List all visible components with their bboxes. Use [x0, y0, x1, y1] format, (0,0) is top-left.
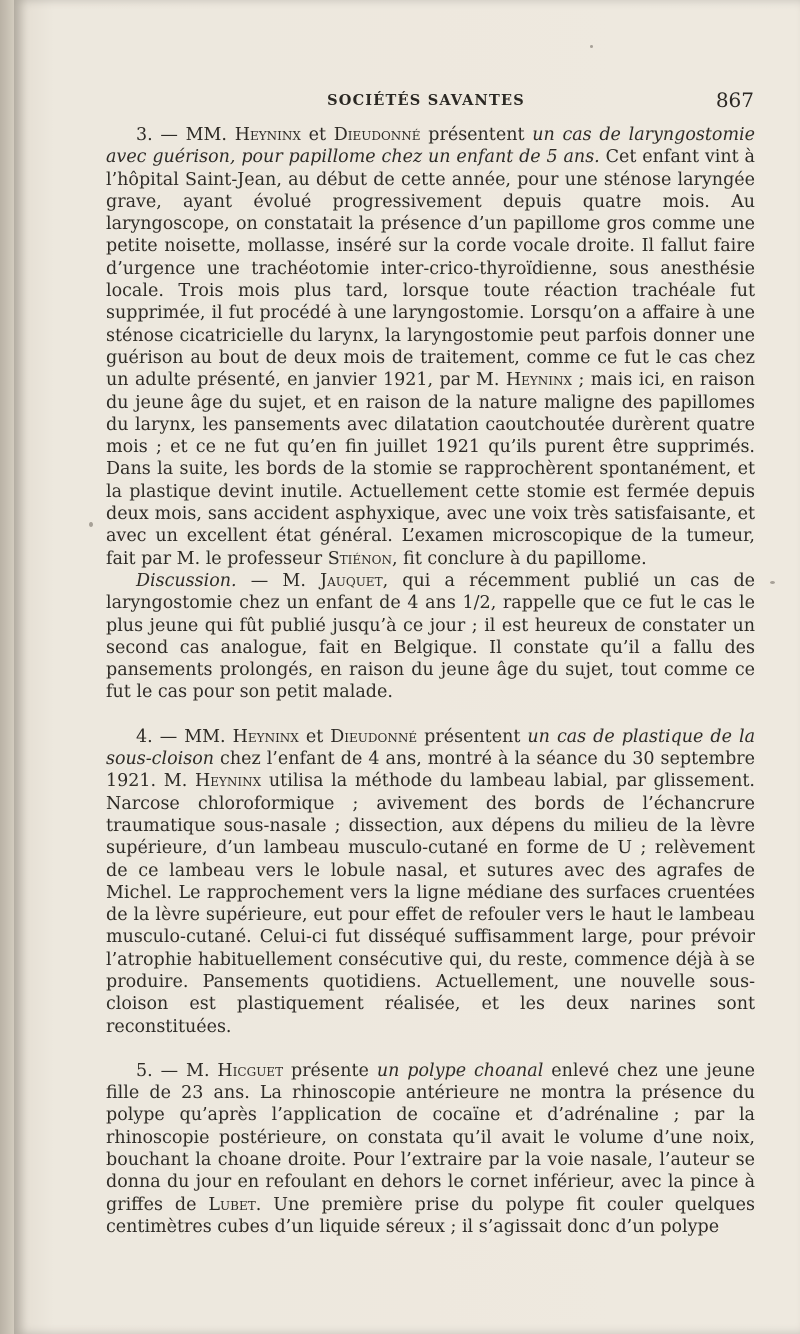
section-spacer	[106, 704, 755, 726]
body-text: , qui a récemment publié un cas de laryngostomie chez un enfant de 4 ans 1/2, rappelle que ce fut le cas le plus jeune qui fût publié jusqu’à ce jour ; il est heureux de constater un second cas analogue, fait en Belgique. Il constate qu’il a fallu des pansements prolongés, en raison du jeune âge du sujet, tout comme ce fut le cas pour son petit malade.	[106, 570, 755, 703]
discussion-label: Discussion.	[136, 570, 237, 591]
page-header	[98, 88, 754, 114]
author-name: Heyninx	[234, 125, 301, 145]
verb-text: présentent	[420, 125, 533, 145]
body-text: utilisa la méthode du lambeau labial, par glissement. Narcose chloroformique ; avivement des bords de l’échancrure traumatique sous-nasale ; dissection, aux dépens du milieu de la lèvre supérieure, d’un lambeau musculo-cutané en forme de U ; relèvement de ce lambeau vers le lobule nasal, et sutures avec des agrafes de Michel. Le rapprochement vers la ligne médiane des surfaces cruentées de la lèvre supérieure, eut pour effet de refouler vers le haut le lambeau musculo-cutané. Celui-ci fut disséqué suffisamment large, pour prévoir l’atrophie habituellement consécutive qui, du reste, commence déjà à se produire. Pansements quotidiens. Actuellement, une nouvelle sous-cloison est plastiquement réalisée, et les deux narines sont reconstituées.	[106, 771, 755, 1037]
case-title: un cas de plastique de la sous-cloison	[106, 726, 756, 770]
running-title: SOCIÉTÉS SAVANTES	[327, 92, 525, 109]
author-name: Jauquet	[320, 570, 383, 591]
body-text: chez l’enfant de 4 ans, montré à la séance du 30 septembre 1921. M.	[106, 749, 755, 792]
connector-text: et	[300, 125, 334, 145]
paragraph-section-4	[106, 726, 755, 1038]
section-number: 5.	[136, 1060, 153, 1081]
author-name: Hicguet	[217, 1060, 284, 1081]
author-name: Lubet	[208, 1194, 256, 1215]
body-text: Cet enfant vint à l’hôpital Saint-Jean, au début de cette année, pour une sténose laryngée grave, ayant évolué progressivement depuis quatre mois. Au laryngoscope, on constatait la présence d’un papillome gros comme une petite noisette, mollasse, inséré sur la corde vocale droite. Il fallut faire d’urgence une trachéotomie inter-crico-thyroïdienne, sous anesthésie locale. Trois mois plus tard, lorsque toute réaction trachéale fut supprimée, il fut procédé à une laryngostomie. Lorsqu’on a affaire à une sténose cicatricielle du larynx, la laryngostomie peut parfois donner une guérison au bout de deux mois de traitement, comme ce fut le cas chez un adulte présenté, en janvier 1921, par M.	[106, 147, 755, 391]
binding-gutter	[0, 0, 14, 1334]
paper-speck	[590, 45, 593, 48]
author-name: Heyninx	[505, 370, 573, 391]
case-title: un polype choanal	[376, 1060, 544, 1081]
section-dash: — MM.	[152, 726, 233, 747]
article-body	[106, 124, 755, 1238]
case-title: un cas de laryngostomie avec guérison, pour papillome chez un enfant de 5 ans.	[106, 125, 755, 168]
body-text: . Une première prise du polype fit couler quelques centimètres cubes d’un liquide séreux ; il s’agissait donc d’un polype	[106, 1194, 756, 1237]
page-number: 867	[715, 88, 754, 112]
body-text: enlevé chez une jeune fille de 23 ans. La rhinoscopie antérieure ne montra la présence du polype qu’après l’application de cocaïne et d’adrénaline ; par la rhinoscopie postérieure, on constata qu’il avait le volume d’une noix, bouchant la choane droite. Pour l’extraire par la voie nasale, l’auteur se donna du jour en refoulant en dehors le cornet inférieur, avec la pince à griffes de	[106, 1060, 755, 1215]
author-name: Dieudonné	[330, 726, 418, 747]
verb-text: présentent	[417, 726, 528, 747]
section-dash: — M.	[236, 570, 321, 591]
paragraph-section-5	[106, 1060, 755, 1238]
section-number: 4.	[136, 726, 153, 747]
section-dash: — MM.	[152, 125, 235, 145]
professor-name: Stiénon	[327, 548, 393, 569]
section-number: 3.	[136, 125, 153, 145]
connector-text: et	[298, 726, 331, 747]
paper-speck	[770, 581, 775, 584]
section-spacer	[106, 1038, 755, 1060]
section-dash: — M.	[152, 1060, 218, 1081]
body-text: ; mais ici, en raison du jeune âge du sujet, et en raison de la nature maligne des papillomes du larynx, les pansements avec dilatation caoutchoutée durèrent quatre mois ; et ce ne fut qu’en fin juillet 1921 qu’ils purent être supprimés. Dans la suite, les bords de la stomie se rapprochèrent spontanément, et la plastique devint inutile. Actuellement cette stomie est fermée depuis deux mois, sans accident asphyxique, avec une voix très satisfaisante, et avec un excellent état général. L’examen microscopique de la tumeur, fait par M. le professeur	[106, 370, 756, 569]
paragraph-section-3	[106, 124, 755, 570]
author-name: Dieudonné	[333, 125, 421, 145]
verb-text: présente	[283, 1060, 377, 1081]
body-text: , fit conclure à du papillome.	[392, 548, 647, 569]
paragraph-discussion	[106, 570, 755, 704]
paper-speck	[89, 522, 93, 527]
author-name: Heyninx	[232, 726, 299, 747]
author-name: Heyninx	[194, 771, 262, 792]
